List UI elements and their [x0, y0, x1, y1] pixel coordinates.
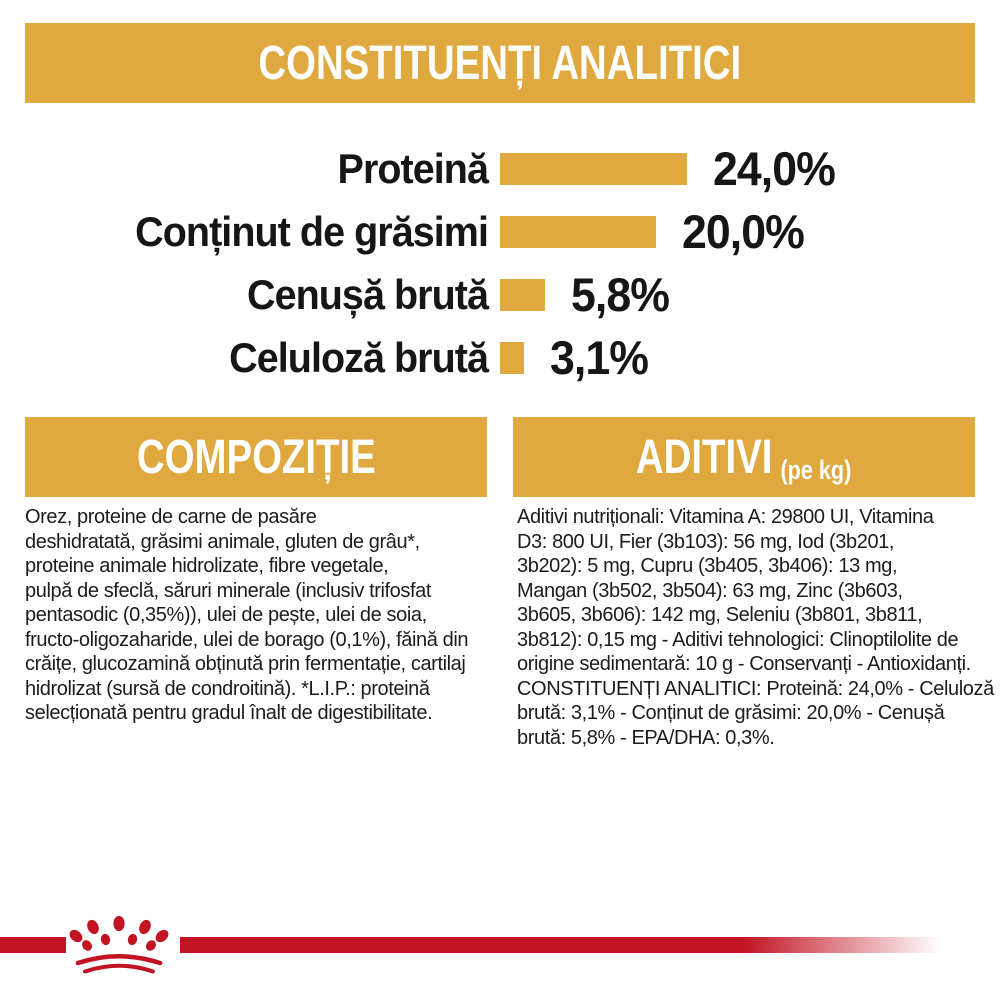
chart-row-label: Proteină [337, 144, 488, 192]
footer-stripe-left [0, 937, 66, 953]
chart-bar [500, 342, 524, 374]
text-line: brută: 5,8% - EPA/DHA: 0,3%. [517, 726, 775, 749]
text-line: 3b202): 5 mg, Cupru (3b405, 3b406): 13 mg, [517, 555, 898, 577]
royal-canin-crown-paw-logo-icon [69, 916, 169, 976]
chart-bar [500, 216, 656, 248]
text-line: CONSTITUENȚI ANALITICI: Proteină: 24,0% - Celuloză [517, 677, 994, 700]
text-line: 3b812): 0,15 mg - Aditivi tehnologici: Clinoptilolite de [517, 628, 959, 651]
footer-stripe-right [180, 937, 940, 953]
text-line: selecționată pentru gradul înalt de digestibilitate. [25, 702, 433, 724]
additives-title-suffix: (pe kg) [780, 454, 852, 485]
text-line: Aditivi nutriționali: Vitamina A: 29800 UI, Vitamina [517, 506, 934, 528]
text-line: pentasodic (0,35%)), ulei de pește, ulei de soia, [25, 604, 427, 626]
chart-row-label: Conținut de grăsimi [135, 207, 489, 255]
text-line: D3: 800 UI, Fier (3b103): 56 mg, Iod (3b201, [517, 530, 895, 553]
chart-row [0, 326, 1000, 389]
text-line: Mangan (3b502, 3b504): 63 mg, Zinc (3b603, [517, 579, 903, 602]
chart-row-label: Celuloză brută [229, 333, 488, 381]
analytic-constituents-chart [0, 137, 1000, 389]
chart-value-label: 20,0% [682, 205, 804, 258]
text-line: 3b605, 3b606): 142 mg, Seleniu (3b801, 3b811, [517, 604, 923, 626]
text-line: Orez, proteine de carne de pasăre [25, 506, 317, 528]
composition-title: COMPOZIȚIE [136, 430, 376, 484]
text-line: origine sedimentară: 10 g - Conservanți - Antioxidanți. [517, 653, 971, 675]
additives-text [517, 505, 994, 750]
composition-banner [25, 417, 487, 497]
text-line: fructo-oligozaharide, ulei de borago (0,1%), făină din [25, 628, 469, 651]
chart-bar [500, 279, 545, 311]
text-line: pulpă de sfeclă, săruri minerale (inclusiv trifosfat [25, 579, 432, 602]
chart-value-label: 5,8% [571, 268, 669, 321]
text-line: proteine animale hidrolizate, fibre vegetale, [25, 555, 389, 577]
chart-value-label: 24,0% [713, 142, 835, 195]
text-line: brută: 3,1% - Conținut de grăsimi: 20,0% - Cenușă [517, 702, 945, 724]
chart-row [0, 263, 1000, 326]
chart-row [0, 200, 1000, 263]
composition-text [25, 505, 497, 726]
text-line: crăițe, glucozamină obținută prin fermentație, cartilaj [25, 653, 466, 675]
additives-banner [513, 417, 975, 497]
chart-row [0, 137, 1000, 200]
chart-bar [500, 153, 687, 185]
text-line: deshidratată, grăsimi animale, gluten de grâu*, [25, 530, 420, 553]
text-line: hidrolizat (sursă de condroitină). *L.I.P.: proteină [25, 677, 430, 700]
chart-row-label: Cenușă brută [246, 270, 488, 318]
chart-value-label: 3,1% [550, 331, 648, 384]
analytic-constituents-title: CONSTITUENȚI ANALITICI [258, 36, 742, 90]
additives-title: ADITIVI (pe kg) [636, 430, 852, 485]
analytic-constituents-banner [25, 23, 975, 103]
